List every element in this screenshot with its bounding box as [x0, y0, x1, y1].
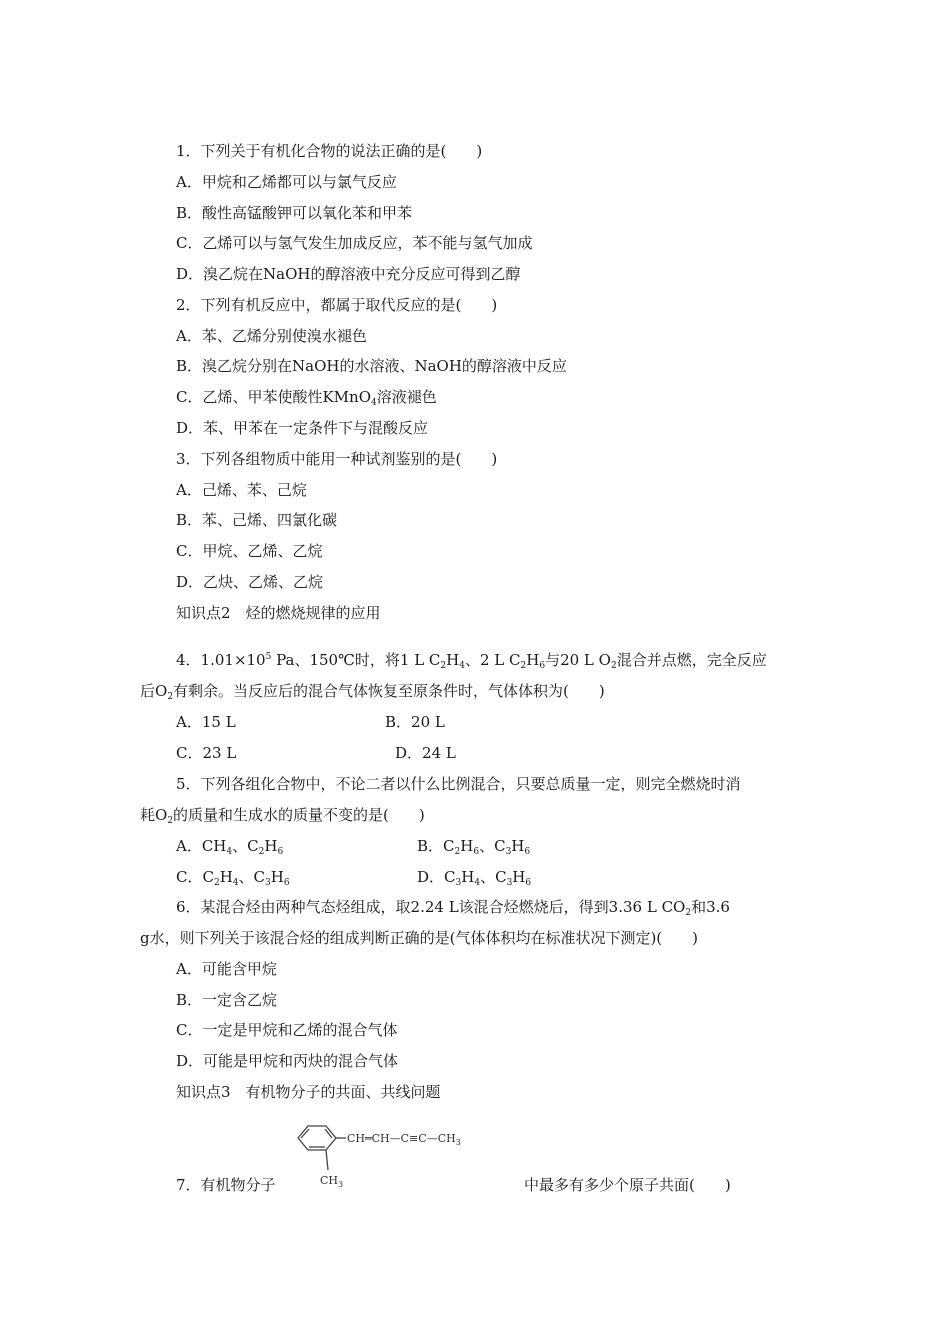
- q1-option-a: A．甲烷和乙烯都可以与氯气反应: [176, 173, 397, 191]
- q3-option-b: B．苯、己烯、四氯化碳: [176, 511, 338, 529]
- q4-option-a: A．15 L: [176, 713, 236, 731]
- q3-option-a: A．己烯、苯、己烷: [176, 481, 307, 499]
- q3-stem: 3．下列各组物质中能用一种试剂鉴别的是( ): [176, 450, 498, 468]
- q4-option-d: D．24 L: [395, 744, 456, 762]
- q6-stem-line1: 6．某混合烃由两种气态烃组成，取2.24 L该混合烃燃烧后，得到3.36 L $CO_2$和3.6: [176, 898, 730, 918]
- q2-option-c: C．乙烯、甲苯使酸性KMnO$_4$溶液褪色: [176, 388, 437, 408]
- q1-option-d: D．溴乙烷在NaOH的醇溶液中充分反应可得到乙醇: [176, 265, 521, 283]
- q6-stem-line2: g水，则下列关于该混合烃的组成判断正确的是(气体体积均在标准状况下测定)( ): [140, 929, 699, 947]
- q3-option-d: D．乙炔、乙烯、乙烷: [176, 573, 324, 591]
- q4-stem-line1: 4．$1.01\times 10^5$ Pa、150℃时，将1 L $C_2H_4$、2 L $C_2H_6$与20 L $O_2$混合并点燃，完全反应: [176, 651, 767, 671]
- side-chain-label: $CH═CH—C\equiv C—CH_3$: [347, 1132, 461, 1147]
- section-heading-2: 知识点2 烃的燃烧规律的应用: [176, 604, 381, 622]
- methyl-label: $CH_3$: [320, 1174, 344, 1189]
- q7-stem-pre: 7．有机物分子: [176, 1176, 276, 1194]
- q5-option-a: A．$CH_4$、$C_2H_6$: [176, 837, 284, 857]
- q2-option-b: B．溴乙烷分别在NaOH的水溶液、NaOH的醇溶液中反应: [176, 357, 567, 375]
- q5-option-c: C．$C_2H_4$、$C_3H_6$: [176, 868, 290, 888]
- section-heading-3: 知识点3 有机物分子的共面、共线问题: [176, 1083, 441, 1101]
- q2-option-d: D．苯、甲苯在一定条件下与混酸反应: [176, 419, 429, 437]
- q2-option-a: A．苯、乙烯分别使溴水褪色: [176, 327, 367, 345]
- q2-stem: 2．下列有机反应中，都属于取代反应的是( ): [176, 296, 498, 314]
- benzene-ring: [298, 1126, 346, 1170]
- q3-option-c: C．甲烷、乙烯、乙烷: [176, 542, 323, 560]
- q6-option-b: B．一定含乙烷: [176, 991, 278, 1009]
- q5-option-b: B．$C_2H_6$、$C_3H_6$: [417, 837, 531, 857]
- q4-stem-line2: 后$O_2$有剩余。当反应后的混合气体恢复至原条件时，气体体积为( ): [140, 682, 605, 702]
- q4-option-c: C．23 L: [176, 744, 237, 762]
- q5-option-d: D．$C_3H_4$、$C_3H_6$: [417, 868, 532, 888]
- q5-stem-line2: 耗$O_2$的质量和生成水的质量不变的是( ): [140, 806, 425, 826]
- q1-option-b: B．酸性高锰酸钾可以氧化苯和甲苯: [176, 204, 413, 222]
- q1-stem: 1．下列关于有机化合物的说法正确的是( ): [176, 142, 483, 160]
- molecule-structure: [288, 1116, 528, 1196]
- q5-stem-line1: 5．下列各组化合物中，不论二者以什么比例混合，只要总质量一定，则完全燃烧时消: [176, 775, 741, 793]
- q6-option-d: D．可能是甲烷和丙炔的混合气体: [176, 1052, 399, 1070]
- q6-option-c: C．一定是甲烷和乙烯的混合气体: [176, 1021, 398, 1039]
- q6-option-a: A．可能含甲烷: [176, 960, 277, 978]
- q1-option-c: C．乙烯可以与氢气发生加成反应，苯不能与氢气加成: [176, 234, 533, 252]
- q4-option-b: B．20 L: [385, 713, 445, 731]
- q7-stem-post: 中最多有多少个原子共面( ): [524, 1176, 731, 1194]
